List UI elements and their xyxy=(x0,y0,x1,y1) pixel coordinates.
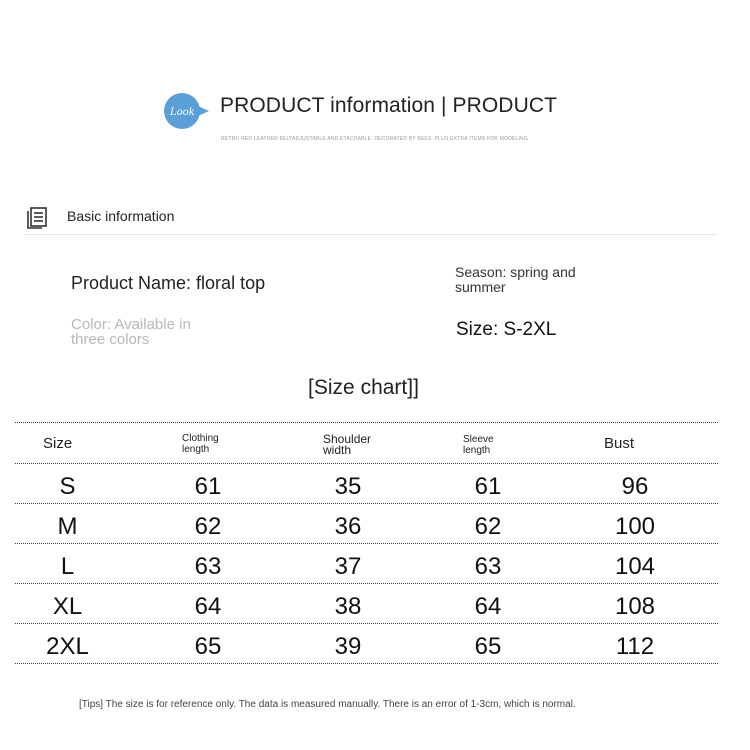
table-divider xyxy=(15,663,718,664)
column-header-clothing-length: Clothing length xyxy=(182,433,219,455)
look-badge-text: Look xyxy=(170,107,195,118)
season: Season: spring and summer xyxy=(455,264,576,295)
table-cell: 39 xyxy=(334,633,362,660)
product-info-header xyxy=(163,88,643,148)
table-cell: S xyxy=(59,473,76,500)
table-cell: M xyxy=(57,513,78,540)
size-chart-title: [Size chart]] xyxy=(308,376,419,399)
table-cell: 63 xyxy=(474,553,502,580)
basic-information-label: Basic information xyxy=(67,208,175,224)
table-cell: 2XL xyxy=(46,633,89,660)
table-cell: L xyxy=(60,553,75,580)
column-header-bust: Bust xyxy=(604,435,635,452)
table-cell: 61 xyxy=(194,473,222,500)
table-header-row xyxy=(15,423,718,463)
table-row xyxy=(15,584,718,623)
tips-note: [Tips] The size is for reference only. The data is measured manually. There is an error of 1-3cm, which is normal. xyxy=(79,699,576,710)
page-title: PRODUCT information | PRODUCT xyxy=(220,94,558,117)
table-cell: 100 xyxy=(614,513,656,540)
column-header-size: Size xyxy=(43,435,73,452)
table-cell: 35 xyxy=(334,473,362,500)
table-cell: XL xyxy=(52,593,83,620)
basic-information-section xyxy=(24,203,718,235)
table-row xyxy=(15,464,718,503)
table-cell: 64 xyxy=(474,593,502,620)
table-row xyxy=(15,544,718,583)
page-subtitle: RETRO RED LEATHER BELTADJUSTABLE AND ETACHABLE. DECORATED BY BEES. PLUS EXTRA ITEMS FOR MODELING xyxy=(221,136,528,142)
size-table xyxy=(15,422,718,664)
table-cell: 62 xyxy=(194,513,222,540)
table-cell: 96 xyxy=(621,473,649,500)
table-cell: 37 xyxy=(334,553,362,580)
product-name: Product Name: floral top xyxy=(71,273,266,293)
column-header-shoulder-width: Shoulder width xyxy=(323,432,372,457)
table-cell: 65 xyxy=(474,633,502,660)
table-cell: 36 xyxy=(334,513,362,540)
table-cell: 64 xyxy=(194,593,222,620)
table-cell: 108 xyxy=(614,593,656,620)
look-badge xyxy=(163,92,209,130)
table-cell: 104 xyxy=(614,553,656,580)
color-availability: Color: Available in three colors xyxy=(71,316,191,348)
table-row xyxy=(15,624,718,663)
document-list-icon xyxy=(26,205,50,229)
table-cell: 63 xyxy=(194,553,222,580)
column-header-sleeve-length: Sleeve length xyxy=(463,434,494,456)
table-cell: 38 xyxy=(334,593,362,620)
table-cell: 61 xyxy=(474,473,502,500)
table-cell: 65 xyxy=(194,633,222,660)
table-cell: 112 xyxy=(615,633,655,660)
table-row xyxy=(15,504,718,543)
table-cell: 62 xyxy=(474,513,502,540)
size-range: Size: S-2XL xyxy=(456,319,557,340)
